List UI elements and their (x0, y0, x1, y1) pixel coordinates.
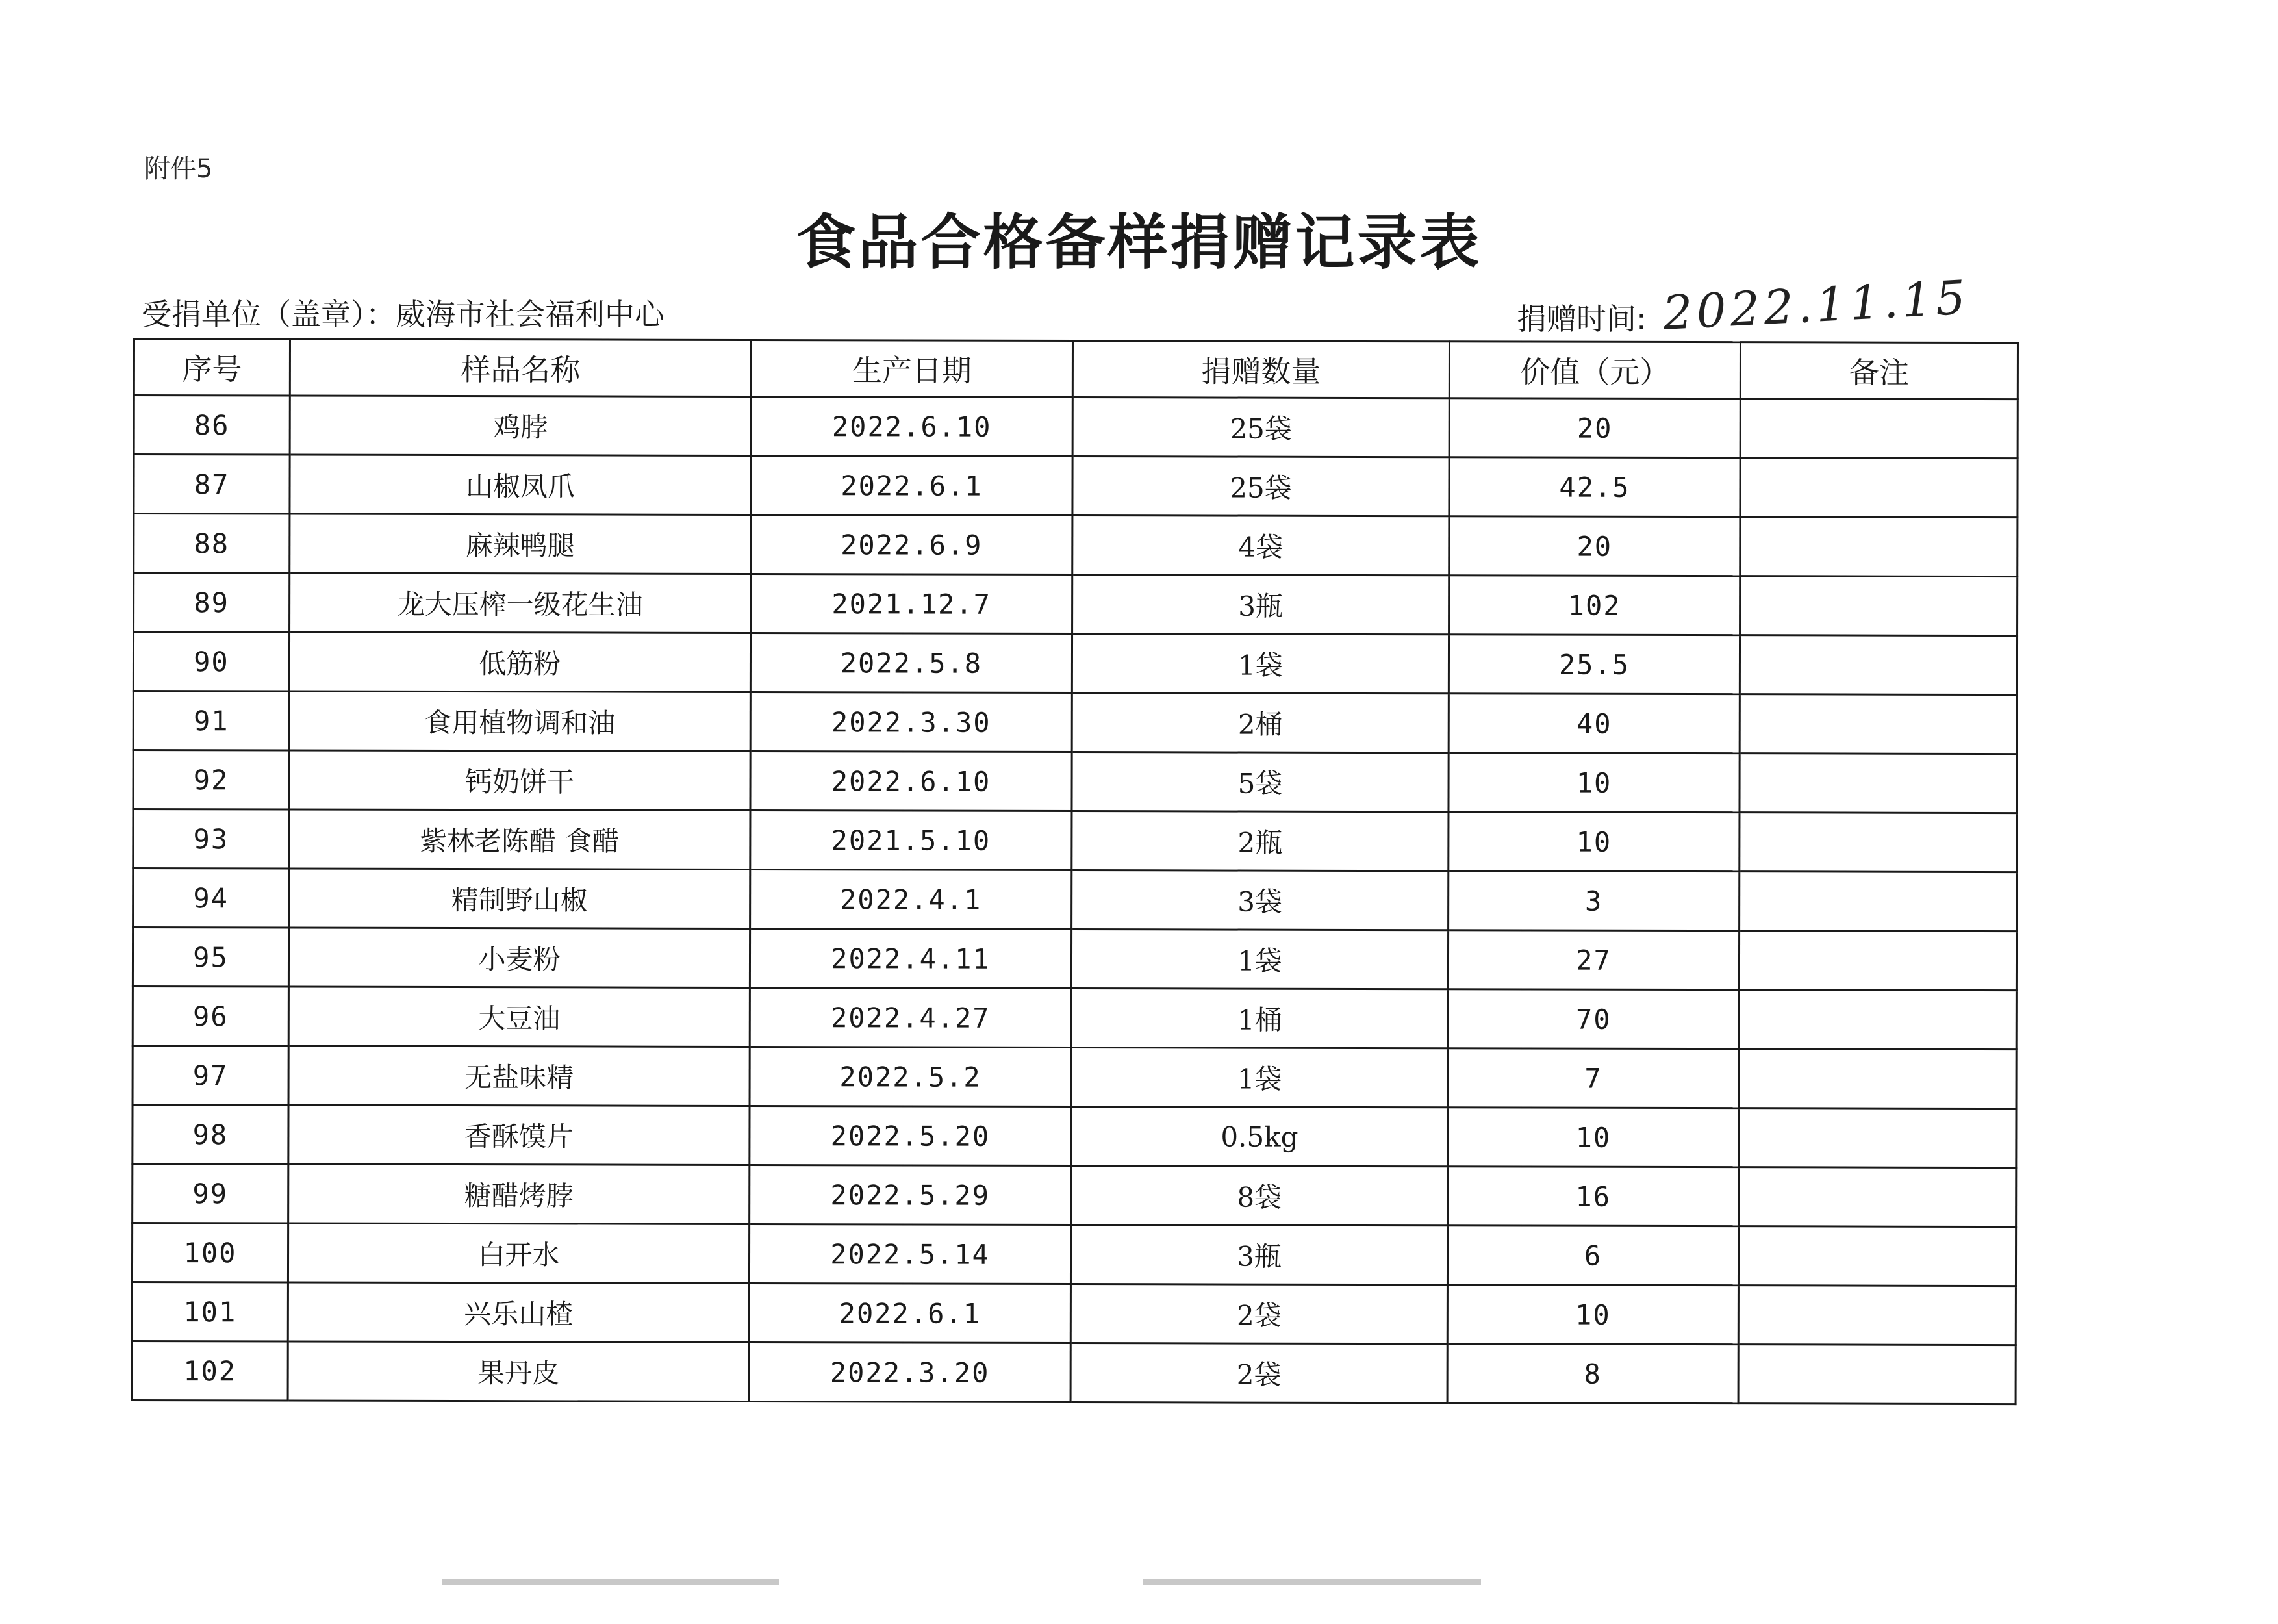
donation-record-table-wrapper (131, 338, 2017, 1405)
cell-production-date: 2022.6.10 (751, 396, 1072, 456)
cell-production-date: 2022.6.9 (751, 514, 1072, 574)
cell-remark (1740, 813, 2017, 872)
cell-production-date: 2021.5.10 (750, 810, 1072, 870)
cell-production-date: 2022.4.1 (750, 869, 1072, 929)
header-seq: 序号 (134, 339, 290, 396)
cell-remark (1740, 576, 2018, 636)
cell-seq: 87 (134, 455, 290, 514)
cell-quantity: 25袋 (1072, 398, 1449, 457)
cell-production-date: 2022.4.11 (750, 928, 1071, 988)
cell-remark (1740, 458, 2018, 518)
cell-quantity: 2瓶 (1072, 811, 1449, 871)
cell-remark (1739, 1049, 2016, 1109)
cell-remark (1738, 1345, 2016, 1404)
cell-production-date: 2022.6.1 (749, 1283, 1070, 1343)
cell-quantity: 1袋 (1072, 634, 1449, 694)
cell-value: 20 (1449, 398, 1740, 458)
cell-quantity: 1桶 (1071, 989, 1448, 1048)
cell-production-date: 2022.5.14 (749, 1224, 1070, 1284)
cell-remark (1739, 990, 2016, 1050)
cell-value: 6 (1447, 1226, 1738, 1286)
table-body (132, 396, 2018, 1404)
cell-remark (1739, 931, 2016, 991)
cell-remark (1740, 635, 2017, 695)
cell-sample-name: 紫林老陈醋 食醋 (289, 809, 750, 869)
cell-value: 42.5 (1449, 457, 1740, 517)
cell-quantity: 25袋 (1072, 457, 1449, 516)
table-row (133, 1164, 2016, 1227)
cell-seq: 99 (133, 1164, 288, 1224)
table-row (132, 1341, 2016, 1404)
cell-remark (1740, 517, 2018, 577)
cell-quantity: 2袋 (1070, 1284, 1447, 1344)
cell-value: 25.5 (1449, 635, 1740, 694)
cell-sample-name: 小麦粉 (288, 928, 750, 987)
cell-value: 16 (1448, 1167, 1739, 1226)
cell-production-date: 2022.5.20 (750, 1106, 1071, 1165)
cell-quantity: 0.5kg (1071, 1107, 1448, 1167)
cell-value: 27 (1448, 930, 1739, 990)
table-row (133, 987, 2016, 1050)
cell-remark (1738, 1286, 2016, 1345)
cell-sample-name: 果丹皮 (288, 1341, 749, 1401)
cell-sample-name: 精制野山椒 (289, 869, 750, 928)
cell-value: 3 (1449, 871, 1740, 931)
cell-quantity: 2袋 (1070, 1343, 1447, 1403)
cell-remark (1740, 399, 2018, 459)
cell-remark (1738, 1226, 2016, 1286)
table-row (133, 632, 2017, 695)
cell-sample-name: 鸡脖 (290, 396, 751, 455)
table-row (133, 750, 2017, 813)
cell-seq: 100 (132, 1223, 288, 1283)
cell-seq: 90 (133, 632, 289, 692)
cell-seq: 88 (134, 514, 290, 574)
cell-sample-name: 香酥馍片 (288, 1105, 750, 1165)
cell-sample-name: 白开水 (288, 1223, 749, 1283)
cell-remark (1739, 1167, 2016, 1227)
cell-seq: 96 (133, 987, 288, 1047)
table-header-row (134, 339, 2018, 400)
cell-production-date: 2022.6.10 (750, 751, 1072, 811)
cell-seq: 97 (133, 1046, 288, 1106)
cell-quantity: 3瓶 (1070, 1225, 1447, 1285)
scan-artifact-right (1143, 1579, 1481, 1624)
table-row (134, 396, 2018, 459)
cell-value: 10 (1449, 812, 1740, 872)
cell-remark (1740, 754, 2017, 813)
cell-value: 10 (1447, 1285, 1738, 1345)
cell-production-date: 2022.5.2 (750, 1047, 1071, 1106)
cell-quantity: 2桶 (1072, 693, 1449, 753)
cell-seq: 92 (133, 750, 289, 810)
header-production-date: 生产日期 (751, 340, 1072, 397)
table-row (134, 573, 2018, 636)
cell-quantity: 8袋 (1071, 1166, 1448, 1226)
table-row (133, 928, 2016, 991)
cell-sample-name: 兴乐山楂 (288, 1282, 749, 1342)
header-quantity: 捐赠数量 (1072, 341, 1449, 398)
table-row (134, 514, 2018, 577)
table-row (133, 1046, 2016, 1109)
cell-value: 10 (1449, 753, 1740, 813)
cell-value: 40 (1449, 694, 1740, 754)
table-row (133, 691, 2017, 754)
cell-value: 7 (1448, 1048, 1739, 1108)
table-row (132, 1223, 2016, 1286)
cell-quantity: 1袋 (1071, 930, 1448, 989)
cell-seq: 86 (134, 396, 290, 455)
table-row (133, 809, 2017, 872)
cell-seq: 98 (133, 1105, 288, 1165)
cell-quantity: 1袋 (1071, 1048, 1448, 1108)
recipient-line (142, 291, 664, 334)
cell-sample-name: 麻辣鸭腿 (290, 514, 751, 574)
cell-value: 102 (1449, 576, 1740, 635)
cell-production-date: 2022.4.27 (750, 987, 1071, 1047)
table-row (133, 1105, 2016, 1168)
cell-seq: 95 (133, 928, 288, 987)
cell-value: 20 (1449, 516, 1740, 576)
scan-artifact-left (442, 1579, 779, 1624)
cell-seq: 94 (133, 869, 289, 928)
cell-seq: 89 (134, 573, 290, 633)
recipient-value: 威海市社会福利中心 (396, 297, 664, 332)
cell-seq: 101 (132, 1282, 288, 1342)
cell-seq: 91 (133, 691, 289, 751)
cell-production-date: 2022.5.29 (750, 1165, 1071, 1224)
cell-production-date: 2022.3.30 (750, 692, 1072, 752)
table-row (134, 455, 2018, 518)
cell-sample-name: 无盐味精 (288, 1046, 750, 1106)
cell-quantity: 4袋 (1072, 516, 1449, 576)
cell-sample-name: 山椒凤爪 (290, 455, 751, 514)
cell-production-date: 2022.5.8 (750, 633, 1072, 692)
cell-quantity: 3袋 (1072, 870, 1449, 930)
cell-value: 8 (1447, 1344, 1738, 1404)
cell-value: 70 (1448, 989, 1739, 1049)
donation-record-table (131, 338, 2019, 1405)
cell-remark (1739, 1108, 2016, 1168)
table-row (132, 1282, 2016, 1345)
header-remark: 备注 (1740, 342, 2018, 400)
cell-quantity: 5袋 (1072, 752, 1449, 812)
cell-quantity: 3瓶 (1072, 575, 1449, 635)
donation-time-label: 捐赠时间: (1517, 301, 1647, 336)
document-title: 食品合格备样捐赠记录表 (796, 207, 1482, 277)
cell-sample-name: 龙大压榨一级花生油 (290, 573, 751, 633)
header-sample-name: 样品名称 (290, 339, 751, 396)
cell-sample-name: 低筋粉 (289, 632, 750, 692)
cell-remark (1740, 694, 2017, 754)
cell-seq: 102 (132, 1341, 288, 1401)
header-value: 价值（元） (1449, 342, 1740, 399)
cell-seq: 93 (133, 809, 289, 869)
recipient-label: 受捐单位（盖章）： (142, 297, 396, 332)
cell-production-date: 2022.6.1 (751, 455, 1072, 515)
handwritten-donation-date: 2022.11.15 (1661, 270, 1971, 340)
cell-sample-name: 糖醋烤脖 (288, 1164, 750, 1224)
cell-sample-name: 大豆油 (288, 987, 750, 1047)
cell-sample-name: 食用植物调和油 (289, 691, 750, 751)
cell-production-date: 2022.3.20 (749, 1342, 1070, 1402)
attachment-label: 附件5 (144, 154, 213, 184)
table-row (133, 869, 2017, 932)
cell-value: 10 (1448, 1108, 1739, 1167)
cell-production-date: 2021.12.7 (751, 574, 1072, 633)
cell-remark (1740, 872, 2017, 932)
cell-sample-name: 钙奶饼干 (289, 750, 750, 810)
